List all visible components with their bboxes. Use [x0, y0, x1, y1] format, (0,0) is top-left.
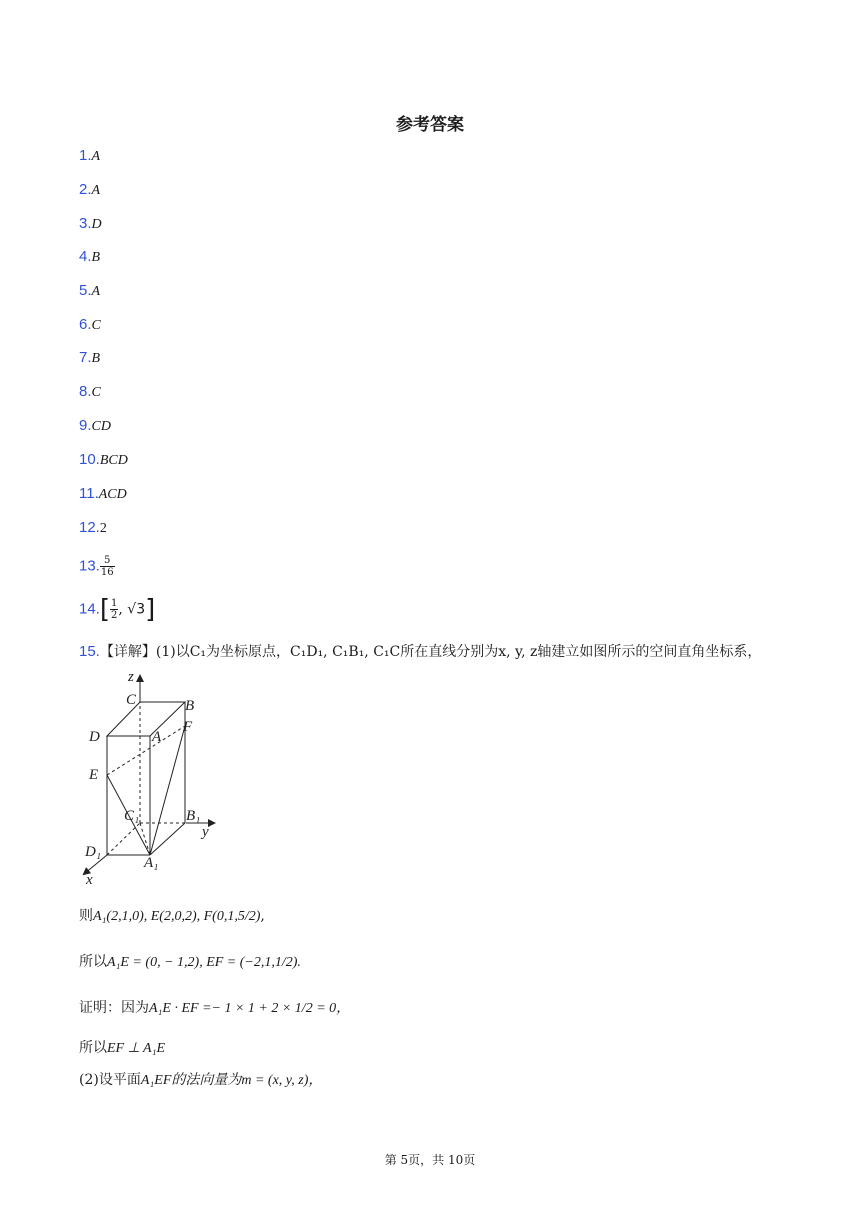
answer-item: 8.C: [79, 383, 101, 400]
q15-line-vectors: 所以A₁E = (0, − 1,2), EF = (−2,1,1/2).: [79, 954, 301, 970]
label-C1: C₁: [124, 808, 140, 824]
fraction: $\frac{5}{16}$: [100, 555, 114, 578]
answer-item: 2.A: [79, 181, 101, 198]
answer-item: 1.A: [79, 147, 101, 164]
label-B1: B₁: [186, 808, 201, 824]
answer-item: 9.CD: [79, 417, 111, 434]
answer-item: 4.B: [79, 248, 101, 265]
answer-item: 12.2: [79, 519, 107, 536]
answer-item: 10.BCD: [79, 451, 128, 468]
coordinate-box-figure: [78, 668, 228, 890]
answer-item: 14.[ $\frac{1}{2}$ , √3]: [79, 594, 156, 625]
answer-item: 7.B: [79, 349, 101, 366]
label-x: x: [86, 872, 93, 888]
page-footer: 第 5页，共 10页: [384, 1153, 476, 1167]
q15-line-part2: (2)设平面A₁EF的法向量为m = (x, y, z)，: [79, 1072, 323, 1088]
label-C: C: [126, 692, 137, 708]
q15-line-proof: 证明：因为A₁E · EF =− 1 × 1 + 2 × 1/2 = 0，: [79, 1000, 351, 1016]
answer-item: 6.C: [79, 316, 101, 333]
answer-item: 3.D: [79, 215, 102, 232]
label-F: F: [183, 719, 193, 735]
q15-intro: 15.【详解】(1)以C₁为坐标原点，C₁D₁, C₁B₁, C₁C所在直线分别为x, y, z轴建立如图所示的空间直角坐标系，: [79, 643, 762, 660]
label-B: B: [185, 698, 195, 714]
q15-line-conclusion: 所以EF ⊥ A₁E: [79, 1040, 166, 1056]
label-z: z: [128, 669, 134, 685]
label-D: D: [89, 729, 100, 745]
page-title: 参考答案: [396, 115, 464, 135]
label-A1: A₁: [144, 855, 159, 871]
answer-item: 13. $\frac{5}{16}$: [79, 555, 114, 578]
label-E: E: [89, 767, 99, 783]
answer-item: 11.ACD: [79, 485, 127, 502]
label-A: A: [152, 729, 162, 745]
label-y: y: [202, 824, 209, 840]
answer-item: 5.A: [79, 282, 101, 299]
q15-line-coordinates: 则A₁(2,1,0), E(2,0,2), F(0,1,5/2),: [79, 908, 265, 924]
label-D1: D₁: [85, 844, 102, 860]
